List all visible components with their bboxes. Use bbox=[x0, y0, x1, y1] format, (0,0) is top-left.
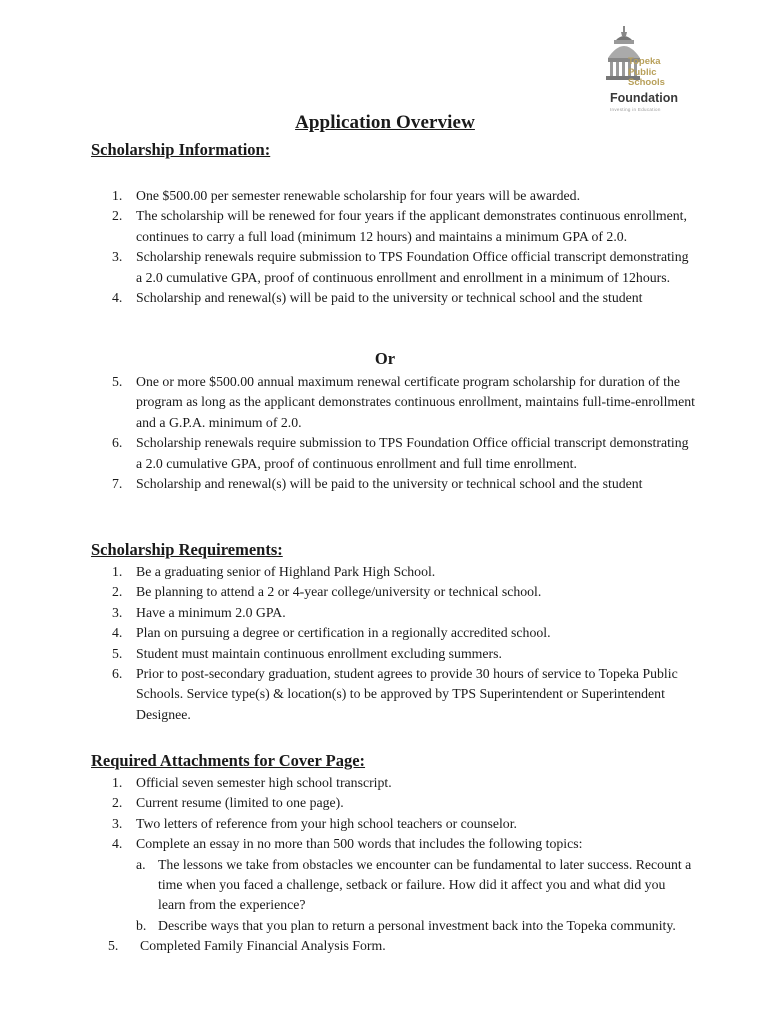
list-item bbox=[112, 474, 696, 494]
item-number: 4. bbox=[112, 836, 123, 852]
list-item bbox=[112, 623, 696, 643]
item-number: 3. bbox=[112, 249, 123, 265]
page-title: Application Overview bbox=[295, 112, 475, 133]
item-number: 2. bbox=[112, 208, 123, 224]
item-text: Plan on pursuing a degree or certification in a regionally accredited school. bbox=[136, 625, 551, 641]
list-item bbox=[112, 582, 696, 602]
or-divider: Or bbox=[374, 349, 396, 368]
scholarship-requirements-heading: Scholarship Requirements: bbox=[91, 540, 283, 559]
item-number: 2. bbox=[112, 584, 123, 600]
item-number: 3. bbox=[112, 604, 123, 620]
item-text: One or more $500.00 annual maximum renewal certificate program scholarship for duration of the program as long as the applicant demonstrates continuous enrollment, maintains full-time-enrollment and a G.P.A. minimum of 2.0. bbox=[136, 374, 696, 430]
item-text: Official seven semester high school transcript. bbox=[136, 775, 392, 790]
item-letter: b. bbox=[136, 917, 147, 933]
item-text: Scholarship and renewal(s) will be paid to the university or technical school and the student bbox=[136, 476, 643, 492]
requirements-list bbox=[112, 562, 696, 725]
list-item bbox=[112, 773, 696, 793]
logo-line: Schools bbox=[628, 77, 665, 88]
item-text: Scholarship and renewal(s) will be paid to the university or technical school and the student bbox=[136, 290, 643, 306]
item-number: 1. bbox=[112, 188, 123, 203]
attachments-list bbox=[108, 773, 696, 957]
item-text: The lessons we take from obstacles we encounter can be fundamental to later success. Recount a time when you faced a challenge, setback or failure. How did it affect you and what did you learn from the experience? bbox=[158, 856, 692, 913]
item-letter: a. bbox=[136, 856, 146, 872]
item-text: Two letters of reference from your high school teachers or counselor. bbox=[136, 815, 517, 831]
item-text: The scholarship will be renewed for four years if the applicant demonstrates continuous enrollment, continues to carry a full load (minimum 12 hours) and maintains a minimum GPA of 2.0. bbox=[136, 208, 687, 244]
item-number: 5. bbox=[108, 938, 119, 954]
item-number: 7. bbox=[112, 476, 123, 492]
item-text: Describe ways that you plan to return a personal investment back into the Topeka community. bbox=[158, 917, 676, 933]
scholarship-info-list-a bbox=[112, 186, 696, 308]
list-item bbox=[112, 814, 696, 834]
item-number: 3. bbox=[112, 815, 123, 831]
list-item bbox=[108, 936, 696, 956]
item-text: Complete an essay in no more than 500 words that includes the following topics: bbox=[136, 836, 583, 852]
list-item bbox=[112, 603, 696, 623]
list-item bbox=[112, 793, 696, 813]
item-text: Have a minimum 2.0 GPA. bbox=[136, 604, 286, 620]
item-text: Be planning to attend a 2 or 4-year college/university or technical school. bbox=[136, 584, 542, 600]
item-number: 6. bbox=[112, 666, 123, 682]
item-text: Prior to post-secondary graduation, student agrees to provide 30 hours of service to Topeka Public Schools. Service type(s) & location(s) to be approved by TPS Superintendent or Superintendent Designee. bbox=[136, 666, 678, 722]
item-number: 4. bbox=[112, 290, 123, 306]
list-item bbox=[112, 247, 696, 288]
item-text: Student must maintain continuous enrollment excluding summers. bbox=[136, 645, 502, 661]
scholarship-info-list-b bbox=[112, 372, 696, 494]
list-item bbox=[112, 372, 696, 433]
item-text: Be a graduating senior of Highland Park High School. bbox=[136, 564, 436, 579]
logo-foundation-word: Foundation bbox=[610, 91, 679, 105]
logo-tagline: Investing in Education bbox=[610, 107, 661, 112]
required-attachments-heading: Required Attachments for Cover Page: bbox=[91, 751, 366, 770]
item-text: One $500.00 per semester renewable scholarship for four years will be awarded. bbox=[136, 188, 581, 203]
item-number: 4. bbox=[112, 625, 123, 641]
item-number: 5. bbox=[112, 645, 123, 661]
list-item bbox=[112, 834, 696, 854]
item-text: Completed Family Financial Analysis Form. bbox=[140, 938, 386, 954]
item-number: 1. bbox=[112, 775, 123, 790]
list-item bbox=[112, 206, 696, 247]
logo-line: Topeka bbox=[628, 56, 661, 67]
list-item bbox=[112, 186, 696, 206]
scholarship-information-heading: Scholarship Information: bbox=[91, 140, 271, 159]
item-text: Scholarship renewals require submission to TPS Foundation Office official transcript demonstrating a 2.0 cumulative GPA, proof of continuous enrollment and full time enrollment. bbox=[136, 435, 689, 471]
list-item bbox=[112, 664, 696, 725]
list-item bbox=[112, 288, 696, 308]
item-number: 6. bbox=[112, 435, 123, 451]
sub-list-item bbox=[136, 855, 696, 916]
logo-school-name bbox=[628, 57, 665, 89]
item-text: Current resume (limited to one page). bbox=[136, 795, 344, 811]
foundation-logo bbox=[600, 22, 690, 118]
item-text: Scholarship renewals require submission to TPS Foundation Office official transcript demonstrating a 2.0 cumulative GPA, proof of continuous enrollment and enrollment in a minimum of 12hours. bbox=[136, 249, 689, 285]
item-number: 1. bbox=[112, 564, 123, 579]
list-item bbox=[112, 433, 696, 474]
list-item bbox=[112, 644, 696, 664]
list-item bbox=[112, 562, 696, 582]
sub-list-item bbox=[136, 916, 696, 936]
item-number: 5. bbox=[112, 374, 123, 389]
item-number: 2. bbox=[112, 795, 123, 811]
logo-line: Public bbox=[628, 66, 657, 78]
